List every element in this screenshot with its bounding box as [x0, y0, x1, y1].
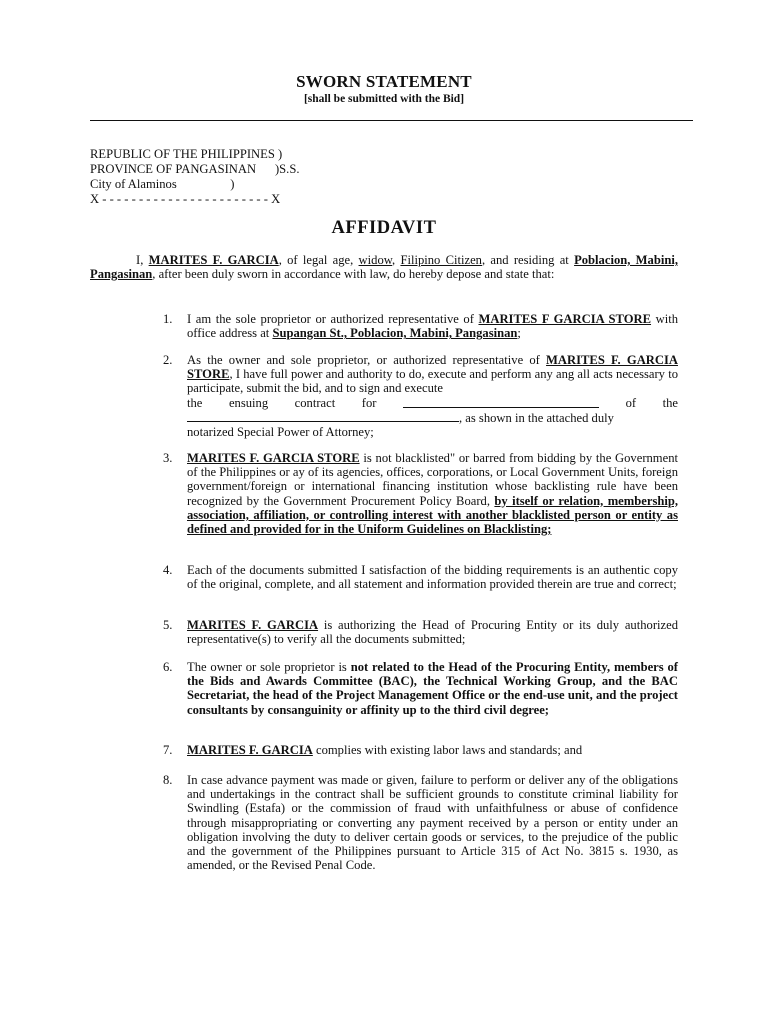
office-address: Supangan St., Poblacion, Mabini, Pangasinan: [272, 326, 518, 341]
intro-text-1: I,: [136, 253, 149, 267]
venue-province: PROVINCE OF PANGASINAN )S.S.: [90, 162, 300, 176]
item-text: The owner or sole proprietor is: [187, 660, 351, 674]
store-name: MARITES F. GARCIA STORE: [187, 353, 678, 382]
venue-block: [90, 147, 299, 207]
venue-republic: REPUBLIC OF THE PHILIPPINES ): [90, 147, 283, 161]
item-text: contract: [294, 395, 336, 410]
affidavit-heading: AFFIDAVIT: [331, 218, 437, 238]
venue-separator: X - - - - - - - - - - - - - - - - - - - - - - - X: [90, 192, 281, 206]
item-text: As the owner and sole proprietor, or authorized representative of: [187, 353, 547, 367]
affiant-name: MARITES F. GARCIA: [148, 253, 279, 267]
document-title: SWORN STATEMENT: [296, 72, 472, 91]
item-text: for: [361, 395, 377, 410]
item-text: the: [662, 395, 678, 410]
item-text: with office address at: [187, 312, 678, 341]
venue-city: City of Alaminos ): [90, 177, 235, 191]
intro-text-2: , of legal age,: [278, 253, 359, 267]
affiant-name: MARITES F. GARCIA: [187, 743, 313, 757]
item-text: is not blacklisted" or barred from bidding by the Government of the Philippines or ay of its agencies, offices, corporations, or Local Government Units, foreign government/foreign or international financing institution whose backlisting rule have been recognized by the Government Procurement Policy Board,: [187, 451, 678, 508]
item-text: , I have full power and authority to do, execute and perform any ang all acts necessary to participate, submit the bid, and to sign and execute: [187, 367, 678, 396]
item-text: Each of the documents submitted I satisfaction of the bidding requirements is an authentic copy of the original, complete, and all statement and information provided therein are true and correct;: [187, 563, 678, 592]
item-number: 4.: [163, 563, 173, 577]
item-text: In case advance payment was made or given, failure to perform or deliver any of the obligations and undertakings in the contract shall be sufficient grounds to constitute criminal liability for Swindling (Estafa) or the commission of fraud with unfaithfulness or abuse of confidence through misappropriating or converting any payment received by a person or entity under an obligation involving the duty to deliver certain goods or services, to the prejudice of the public and the government of the Philippines pursuant to Article 315 of Act No. 3815 s. 1930, as amended, or the Revised Penal Code.: [187, 773, 678, 873]
item-text: is authorizing the Head of Procuring Entity or its duly authorized representative(s) to verify all the documents submitted;: [187, 618, 678, 647]
contract-blank-field: [403, 396, 599, 408]
blacklisting-clause: by itself or relation, membership, association, affiliation, or controlling interest with another blacklisted person or entity as defined and provided for in the Uniform Guidelines on Blacklisting;: [187, 493, 678, 537]
item-body: [187, 563, 678, 591]
item-number: 7.: [163, 743, 173, 757]
document-subtitle: [shall be submitted with the Bid]: [303, 93, 465, 105]
item-number: 3.: [163, 451, 173, 465]
item-text: , as shown in the attached duly: [459, 410, 614, 425]
item-text: ;: [517, 326, 521, 341]
item-text: of: [625, 395, 637, 410]
item-text: the: [187, 395, 203, 410]
non-relation-clause: not related to the Head of the Procuring Entity, members of the Bids and Awards Committee (BAC), the Technical Working Group, and the BAC Secretariat, the head of the Project Management Office or the end-use unit, and the project consultants by consanguinity or affinity up to the third civil degree;: [187, 660, 679, 717]
intro-paragraph: [90, 253, 678, 281]
item-body: [187, 451, 678, 536]
item-text: I am the sole proprietor or authorized representative of: [187, 312, 479, 326]
contract-line: [187, 396, 678, 410]
item-text: ensuing: [228, 395, 269, 410]
item-text: complies with existing labor laws and standards; and: [312, 743, 583, 757]
item-body: [187, 353, 678, 439]
store-name: MARITES F GARCIA STORE: [478, 312, 652, 326]
contract-line-2: [187, 410, 678, 425]
item-body: [187, 618, 678, 646]
citizenship: Filipino Citizen: [400, 253, 482, 267]
item-body: [187, 660, 678, 717]
item-body: [187, 312, 678, 340]
intro-text-4: , and residing at: [481, 253, 575, 267]
intro-text-3: ,: [392, 253, 401, 267]
affiant-address: Poblacion, Mabini, Pangasinan: [90, 253, 678, 282]
item-number: 2.: [163, 353, 173, 367]
store-name: MARITES F. GARCIA STORE: [187, 451, 360, 465]
intro-text-5: , after been duly sworn in accordance with law, do hereby depose and state that:: [152, 267, 555, 282]
item-body: [187, 743, 678, 757]
civil-status: widow: [358, 253, 393, 267]
affiant-name: MARITES F. GARCIA: [187, 618, 319, 632]
item-number: 5.: [163, 618, 173, 632]
item-number: 1.: [163, 312, 173, 326]
item-number: 8.: [163, 773, 173, 787]
item-body: [187, 773, 678, 872]
item-text: notarized Special Power of Attorney;: [187, 425, 374, 440]
contract-blank-field-2: [187, 410, 459, 422]
title-divider: [90, 120, 693, 121]
item-number: 6.: [163, 660, 173, 674]
